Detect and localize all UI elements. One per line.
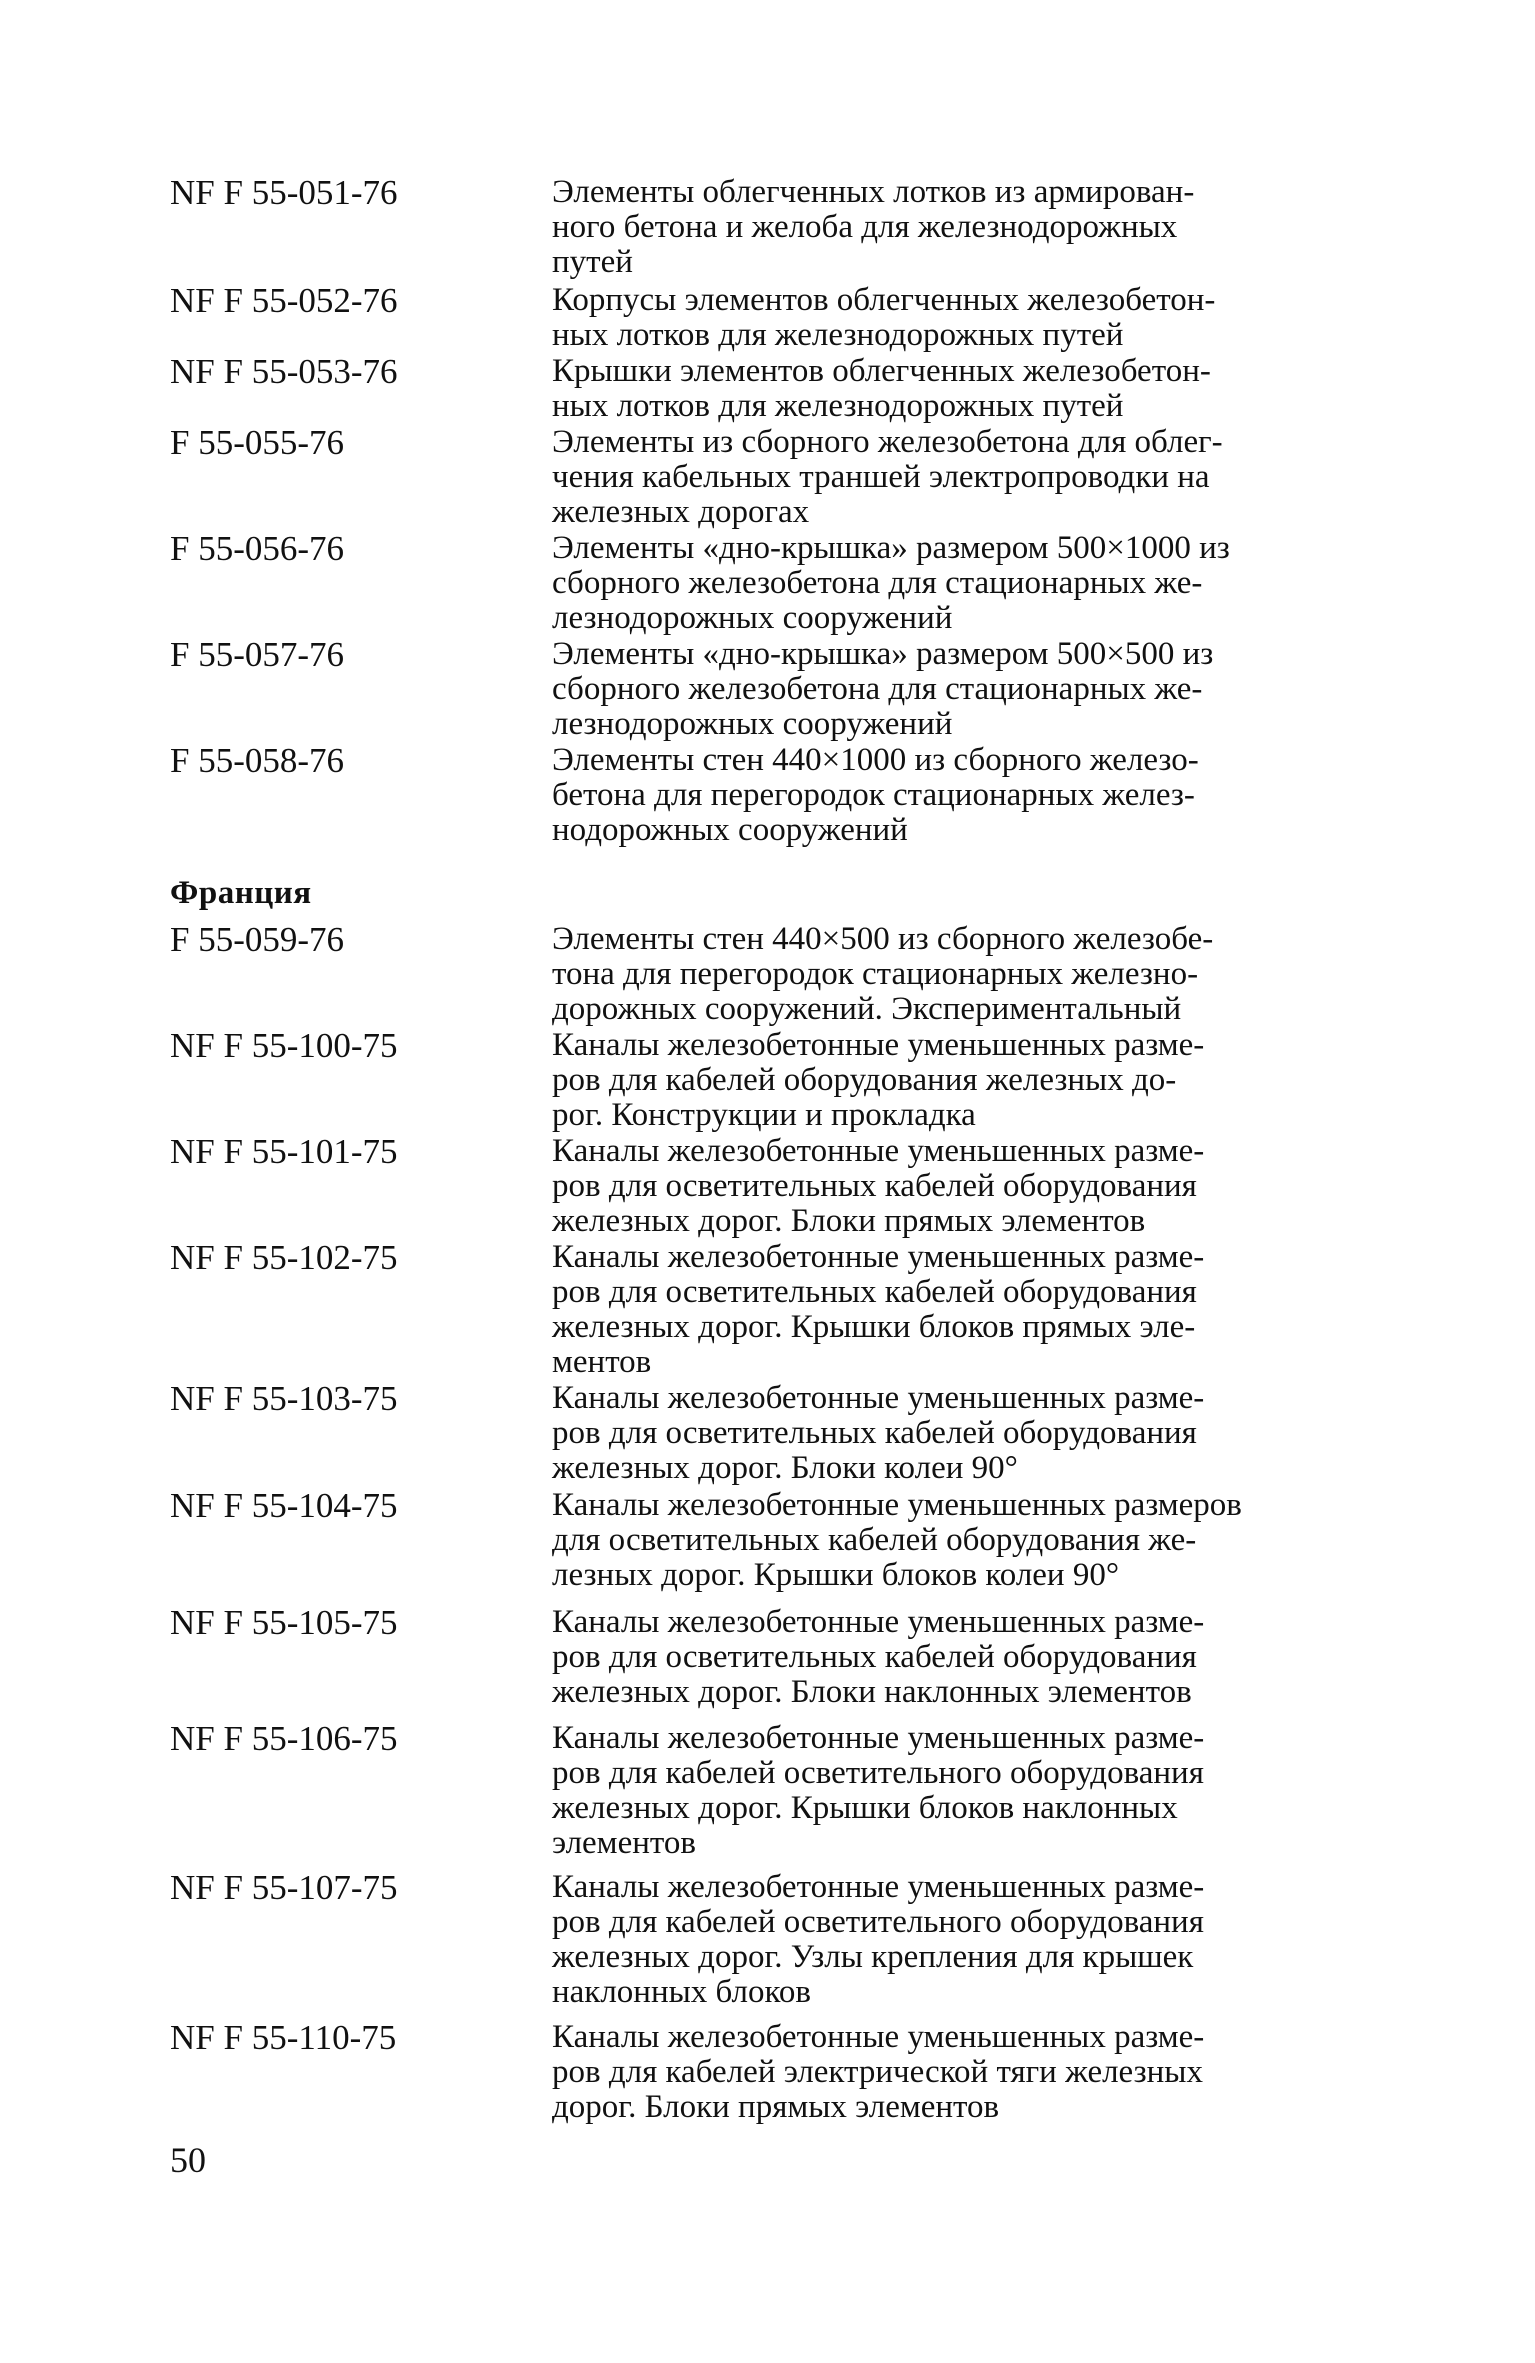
standard-description [552,1381,1364,1486]
description-line: ров для кабелей оборудования железных до- [552,1062,1177,1098]
standard-description [552,1721,1364,1861]
page-number: 50 [170,2140,206,2180]
standard-code: NF F 55-103-75 [170,1379,398,1418]
description-line: дорожных сооружений. Экспериментальный [552,991,1182,1027]
standard-description [552,1605,1364,1710]
description-line: ных лотков для железнодорожных путей [552,317,1124,353]
description-line: чения кабельных траншей электропроводки на [552,459,1210,495]
description-line: Каналы железобетонные уменьшенных разме- [552,1869,1205,1905]
standard-code: NF F 55-100-75 [170,1026,398,1065]
description-line: железных дорог. Блоки прямых элементов [552,1203,1146,1239]
description-line: Элементы «дно-крышка» размером 500×500 из [552,636,1214,672]
description-line: ров для кабелей осветительного оборудования [552,1904,1204,1940]
standard-description [552,1870,1364,2010]
standard-code: NF F 55-107-75 [170,1868,398,1907]
description-line: Элементы из сборного железобетона для облег- [552,424,1223,460]
description-line: элементов [552,1825,696,1861]
description-line: Элементы стен 440×500 из сборного железобе- [552,921,1214,957]
standard-description [552,2020,1364,2125]
description-line: железных дорог. Узлы крепления для крышек [552,1939,1194,1975]
standard-code: NF F 55-104-75 [170,1486,398,1525]
description-line: Элементы облегченных лотков из армирован- [552,174,1195,210]
standard-code: NF F 55-051-76 [170,173,398,212]
description-line: Каналы железобетонные уменьшенных разме- [552,1720,1205,1756]
description-line: сборного железобетона для стационарных же- [552,671,1203,707]
standard-code: NF F 55-102-75 [170,1238,398,1277]
description-line: Каналы железобетонные уменьшенных размеров [552,1487,1242,1523]
description-line: Каналы железобетонные уменьшенных разме- [552,1604,1205,1640]
description-line: лезных дорог. Крышки блоков колеи 90° [552,1557,1120,1593]
standard-description [552,922,1364,1027]
standard-code: NF F 55-106-75 [170,1719,398,1758]
description-line: лезнодорожных сооружений [552,706,953,742]
description-line: ров для осветительных кабелей оборудования [552,1415,1197,1451]
standard-description [552,637,1364,742]
description-line: для осветительных кабелей оборудования же- [552,1522,1197,1558]
description-line: железных дорог. Блоки колеи 90° [552,1450,1018,1486]
standard-code: F 55-057-76 [170,635,345,674]
description-line: железных дорогах [552,494,810,530]
description-line: путей [552,244,633,280]
description-line: ных лотков для железнодорожных путей [552,388,1124,424]
standard-description [552,175,1364,280]
description-line: ментов [552,1344,652,1380]
country-heading: Франция [170,875,312,911]
description-line: тона для перегородок стационарных железно- [552,956,1199,992]
standard-description [552,1488,1364,1593]
description-line: рог. Конструкции и прокладка [552,1097,976,1133]
standard-description [552,283,1364,353]
description-line: железных дорог. Крышки блоков наклонных [552,1790,1178,1826]
description-line: Каналы железобетонные уменьшенных разме- [552,1380,1205,1416]
description-line: ного бетона и желоба для железнодорожных [552,209,1178,245]
description-line: лезнодорожных сооружений [552,600,953,636]
standard-code: F 55-058-76 [170,741,345,780]
description-line: ров для кабелей осветительного оборудования [552,1755,1204,1791]
standard-description [552,425,1364,530]
standard-description [552,531,1364,636]
description-line: сборного железобетона для стационарных же- [552,565,1203,601]
standard-code: F 55-059-76 [170,920,345,959]
standard-description [552,1028,1364,1133]
description-line: дорог. Блоки прямых элементов [552,2089,1000,2125]
standard-description [552,1240,1364,1380]
description-line: Каналы железобетонные уменьшенных разме- [552,1239,1205,1275]
standard-code: F 55-056-76 [170,529,345,568]
standard-code: NF F 55-052-76 [170,281,398,320]
description-line: ров для осветительных кабелей оборудования [552,1168,1197,1204]
description-line: нодорожных сооружений [552,812,908,848]
description-line: Элементы стен 440×1000 из сборного железо- [552,742,1199,778]
standard-code: NF F 55-110-75 [170,2018,397,2057]
standard-code: NF F 55-105-75 [170,1603,398,1642]
description-line: ров для кабелей электрической тяги железных [552,2054,1203,2090]
description-line: Корпусы элементов облегченных железобетон- [552,282,1216,318]
description-line: Каналы железобетонные уменьшенных разме- [552,1133,1205,1169]
description-line: ров для осветительных кабелей оборудования [552,1639,1197,1675]
standard-description [552,354,1364,424]
description-line: Каналы железобетонные уменьшенных разме- [552,1027,1205,1063]
description-line: Элементы «дно-крышка» размером 500×1000 из [552,530,1230,566]
standard-description [552,743,1364,848]
description-line: бетона для перегородок стационарных желез- [552,777,1195,813]
description-line: Каналы железобетонные уменьшенных разме- [552,2019,1205,2055]
standard-description [552,1134,1364,1239]
standard-code: NF F 55-053-76 [170,352,398,391]
description-line: Крышки элементов облегченных железобетон- [552,353,1211,389]
standard-code: F 55-055-76 [170,423,345,462]
description-line: ров для осветительных кабелей оборудования [552,1274,1197,1310]
standard-code: NF F 55-101-75 [170,1132,398,1171]
description-line: железных дорог. Крышки блоков прямых эле- [552,1309,1196,1345]
description-line: наклонных блоков [552,1974,811,2010]
description-line: железных дорог. Блоки наклонных элементов [552,1674,1192,1710]
